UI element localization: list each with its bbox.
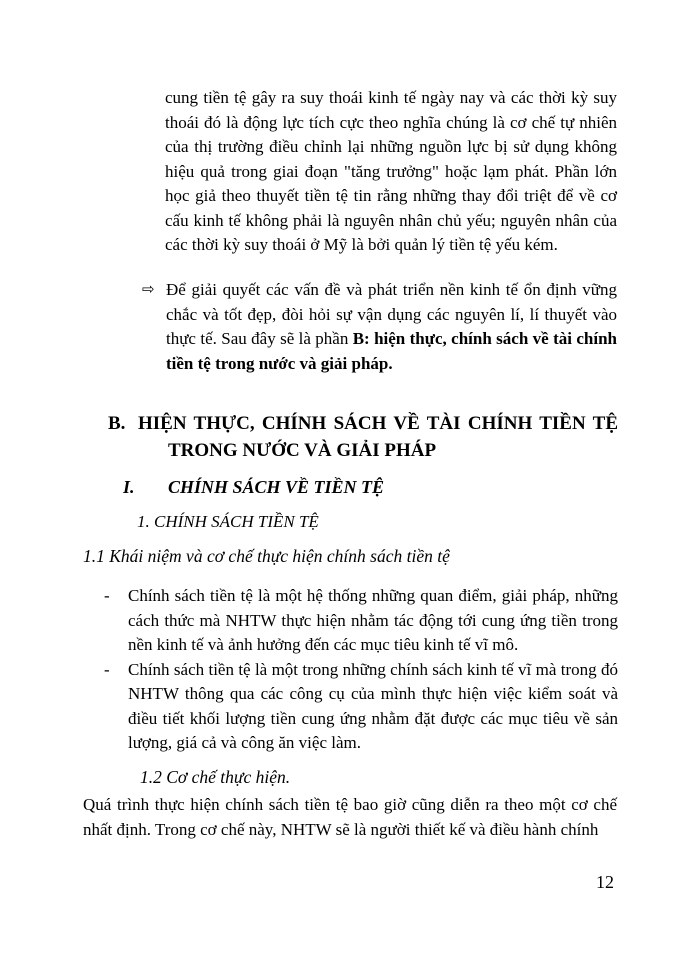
bullet-text: Chính sách tiền tệ là một trong những chính sách kinh tế vĩ mà trong đó NHTW thông qua các công cụ của mình thực hiện việc kiểm soát và điều tiết khối lượng tiền cung ứng nhằm đặt được các mục tiêu về sản lượng, giá cả và công ăn việc làm. [128,659,618,752]
conclusion-bold-text: B: hiện thực, chính sách về tài chính tiền tệ trong nước và giải pháp. [166,329,617,373]
section-1-heading: 1. CHÍNH SÁCH TIỀN TỆ [137,512,319,531]
arrow-icon: ⇨ [142,280,155,298]
section-i-title: CHÍNH SÁCH VỀ TIỀN TỆ [168,477,385,497]
section-b-title-line2: TRONG NƯỚC VÀ GIẢI PHÁP [168,440,437,461]
final-paragraph: Quá trình thực hiện chính sách tiền tệ bao giờ cũng diễn ra theo một cơ chế nhất định. Trong cơ chế này, NHTW sẽ là người thiết kế và điều hành chính [83,795,617,839]
list-item [104,658,618,756]
list-item [104,584,618,658]
page-number: 12 [596,872,614,892]
conclusion-paragraph [166,278,617,376]
bullet-text: Chính sách tiền tệ là một hệ thống những quan điểm, giải pháp, những cách thức mà NHTW thực hiện nhằm tác động tới cung ứng tiền trong nền kinh tế và ảnh hưởng đến các mục tiêu kinh tế vĩ mô. [128,586,618,654]
section-i-heading [123,477,384,498]
bullet-dash: - [104,659,110,679]
section-b-heading [108,410,618,464]
section-b-title-line1: HIỆN THỰC, CHÍNH SÁCH VỀ TÀI CHÍNH TIỀN TỆ [138,413,618,434]
bullet-list [104,584,618,756]
section-1-2-heading: 1.2 Cơ chế thực hiện. [140,767,291,787]
section-i-label: I. [123,477,135,497]
section-b-label: B. [108,413,126,434]
section-1-1-heading: 1.1 Khái niệm và cơ chế thực hiện chính sách tiền tệ [83,546,450,566]
conclusion-text: Để giải quyết các vấn đề và phát triển nền kinh tế ổn định vững chắc và tốt đẹp, đòi hỏi sự vận dụng các nguyên lí, lí thuyết vào thực tế. Sau đây sẽ là phần [166,280,617,348]
intro-paragraph: cung tiền tệ gây ra suy thoái kinh tế ngày nay và các thời kỳ suy thoái đó là động lực tích cực theo nghĩa chúng là cơ chế tự nhiên của thị trường điều chỉnh lại những nguồn lực bị sử dụng không hiệu quả trong giai đoạn "tăng trưởng" hoặc lạm phát. Phần lớn học giả theo thuyết tiền tệ tin rằng những thay đổi triệt để về cơ cấu kinh tế không phải là nguyên nhân chủ yếu; nguyên nhân của các thời kỳ suy thoái ở Mỹ là bởi quản lý tiền tệ yếu kém. [165,88,617,254]
bullet-dash: - [104,586,110,605]
